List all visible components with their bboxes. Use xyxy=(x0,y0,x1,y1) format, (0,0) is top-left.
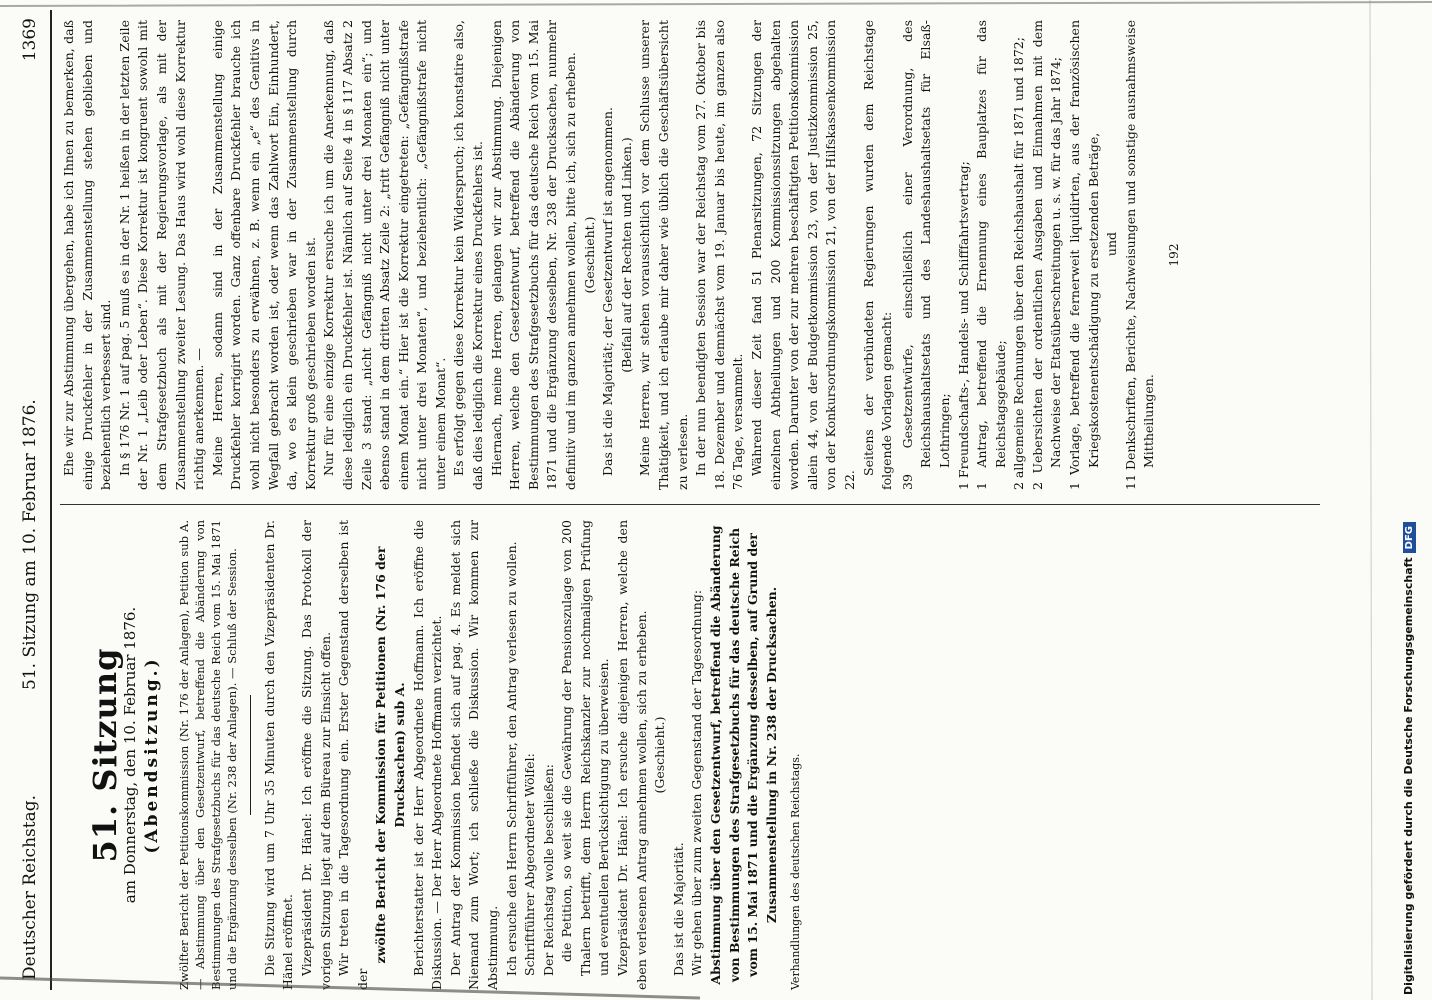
header-rule xyxy=(50,10,52,990)
list-item: 11 Denkschriften, Berichte, Nachweisungen und sonstige ausnahmsweise Mittheilungen. xyxy=(1122,20,1157,490)
paragraph: Das ist die Majorität; der Gesetzentwurf ist angenommen. xyxy=(600,107,616,476)
header-left: Deutscher Reichstag. xyxy=(20,795,40,980)
paragraph: Es erfolgt gegen diese Korrektur kein Widerspruch; ich konstatire also, daß dies lediglich die Korrektur eines Druckfehlers ist. xyxy=(451,20,486,490)
submission-list xyxy=(899,20,1159,490)
paragraph: In § 176 Nr. 1 auf pag. 5 muß es in der Nr. 1 heißen in der letzten Zeile der Nr. 1 „Leib oder Leben“. Diese Korrektur ist kongruent sowohl mit dem Strafgesetzbuch als mit der Regierungsvorlage, als mit der Zusammenstellung zweiter Lesung. Das Haus wird wohl diese Korrektur richtig anerkennen. — xyxy=(116,20,207,490)
paragraph: Wir treten in die Tagesordnung ein. Erster Gegenstand derselben ist der xyxy=(336,520,370,990)
list-item: 2 Uebersichten der ordentlichen Ausgaben und Einnahmen mit dem Nachweise der Etatsüberschreitungen u. s. w. für das Jahr 1874; xyxy=(1029,20,1064,490)
list-item: 2 allgemeine Rechnungen über den Reichshaushalt für 1871 und 1872; xyxy=(1011,37,1027,490)
paragraph: Das ist die Majorität. xyxy=(670,842,686,976)
paragraph: Hiernach, meine Herren, gelangen wir zur Abstimmung. Diejenigen Herren, welche den Gesetzentwurf, betreffend die Abänderung von Bestimmungen des Strafgesetzbuchs für das deutsche Reich vom 15. Mai 1871 und die Ergänzung desselben, Nr. 238 der Drucksachen, nunmehr definitiv und im ganzen annehmen wollen, bitte ich, sich zu erheben. xyxy=(488,20,579,490)
paragraph: Ehe wir zur Abstimmung übergehen, habe ich Ihnen zu bemerken, daß einige Druckfehler in der Zusammenstellung stehen geblieben und beziehentlich verbessert sind. xyxy=(61,20,114,490)
motion-text: die Petition, so weit sie die Gewährung der Pensionszulage von 200 Thalern betrifft, dem Herrn Reichskanzler zur nochmaligen Prüfung und eventuellen Berücksichtigung zu überweisen. xyxy=(559,520,612,976)
header-center: 51. Sitzung am 10. Februar 1876. xyxy=(20,399,40,690)
footer-source: Verhandlungen des deutschen Reichstags. xyxy=(789,753,803,990)
paragraph: Die Sitzung wird um 7 Uhr 35 Minuten durch den Vizepräsidenten Dr. Hänel eröffnet. xyxy=(261,520,296,990)
paragraph: Vizepräsident Dr. Hänel: Ich eröffne die Sitzung. Das Protokoll der vorigen Sitzung liegt auf dem Büreau zur Einsicht offen. xyxy=(298,520,333,990)
list-item: 1 Freundschafts-, Handels- und Schifffahrtsvertrag; xyxy=(955,161,971,490)
stage-direction: (Geschieht.) xyxy=(652,716,668,794)
list-item: 1 Vorlage, betreffend die fernerweit liquidirten, aus der französischen Kriegskostenentschädigung zu ersetzenden Beträge, xyxy=(1067,20,1101,490)
paragraph: Ich ersuche den Herrn Schriftführer, den Antrag verlesen zu wollen. xyxy=(503,541,519,976)
agenda-item-heading: zwölfte Bericht der Kommission für Petitionen (Nr. 176 der Drucksachen) sub A. xyxy=(373,546,407,964)
list-item: 1 Antrag, betreffend die Ernennung eines Bauplatzes für das Reichstagsgebäude; xyxy=(974,20,1008,490)
running-header xyxy=(12,10,52,990)
list-item: und xyxy=(1104,231,1120,257)
paragraph: Während dieser Zeit fand 51 Plenarsitzungen, 72 Sitzungen der einzelnen Abtheilungen und 200 Kommissionssitzungen abgehalten worden. Darunter von der zur mehren beschäftigten Petitionskommission allein 44, von der Budgetkommission 23, von der Justizkommission 25, von der Konkursordnungskommission 21, von der Hilfskassenkommission 22. xyxy=(748,20,857,490)
session-date: am Donnerstag, den 10. Februar 1876. xyxy=(120,606,139,904)
stage-direction: (Beifall auf der Rechten und Linken.) xyxy=(618,137,634,373)
separator xyxy=(250,695,251,815)
column-right xyxy=(60,20,1184,490)
paragraph: Vizepräsident Dr. Hänel: Ich ersuche diejenigen Herren, welche den eben verlesenen Antrag annehmen wollen, sich zu erheben. xyxy=(615,520,649,990)
digitization-credit xyxy=(1402,35,1424,995)
paragraph: Wir gehen über zum zweiten Gegenstand der Tagesordnung: xyxy=(689,589,705,976)
paragraph: Berichterstatter ist der Herr Abgeordnete Hoffmann. Ich eröffne die Diskussion. — Der Herr Abgeordnete Hoffmann verzichtet. xyxy=(410,520,445,990)
speaker-line: Schriftführer Abgeordneter Wölfel: xyxy=(522,753,538,976)
paragraph: Der Antrag der Kommission befindet sich auf pag. 4. Es meldet sich Niemand zum Wort; ich schließe die Diskussion. Wir kommen zur Abstimmung. xyxy=(447,520,500,990)
sheet-marker: 192 xyxy=(1167,243,1182,267)
session-title: 51. Sitzung xyxy=(86,647,124,863)
column-divider xyxy=(60,504,1320,505)
stage-direction: (Geschieht.) xyxy=(581,216,597,294)
agenda-summary: Zwölfter Bericht der Petitionskommission (Nr. 176 der Anlagen), Petition sub A. — Abstimmung über den Gesetzentwurf, betreffend die Abänderung von Bestimmungen des Strafgesetzbuchs für das deutsche Reich vom 15. Mai 1871 und die Ergänzung desselben (Nr. 238 der Anlagen). — Schluß der Session. xyxy=(176,520,239,990)
paragraph: Meine Herren, wir stehen voraussichtlich vor dem Schlusse unserer Thätigkeit, und ich erlaube mir daher wie üblich die Geschäftsübersicht zu verlesen. xyxy=(637,20,690,490)
rotated-sheet xyxy=(12,10,1412,990)
agenda-item-heading: Abstimmung über den Gesetzentwurf, betreffend die Abänderung von Bestimmungen des Strafgesetzbuchs für das deutsche Reich vom 15. Mai 1871 und die Ergänzung desselben, auf Grund der Zusammenstellung in Nr. 238 der Drucksachen. xyxy=(708,525,779,985)
evening-session-label: (Abendsitzung.) xyxy=(142,656,163,854)
paragraph: Meine Herren, sodann sind in der Zusammenstellung einige Druckfehler korrigirt worden. Ganz offenbare Druckfehler brauche ich wohl nicht besonders zu erwähnen, z. B. wenn ein „e“ des Genitivs in Wegfall gebracht worden ist, oder wenn das Zahlwort Ein, Einhundert, da, wo es klein geschrieben war in der Zusammenstellung durch Korrektur groß geschrieben worden ist. xyxy=(209,20,318,490)
page-number: 1369 xyxy=(20,18,40,62)
paragraph: Nur für eine einzige Korrektur ersuche ich um die Anerkennung, daß diese lediglich ein Druckfehler ist. Nämlich auf Seite 4 in § 117 Absatz 2 Zeile 3 stand: „nicht Gefängniß nicht unter drei Monaten ein“; und ebenso stand in dem dritten Absatz Zeile 2: „tritt Gefängniß nicht unter einem Monat ein.“ Hier ist die Korrektur eingetreten: „Gefängnißstrafe nicht unter drei Monaten“, und beziehentlich: „Gefängnißstrafe nicht unter einem Monat“. xyxy=(321,20,448,490)
column-left xyxy=(60,520,806,990)
credit-text: Digitalisierung gefördert durch die Deutsche Forschungsgemeinschaft xyxy=(1402,557,1415,995)
list-item: 39 Gesetzentwürfe, einschließlich einer Verordnung, des Reichshaushaltsetats und des Landeshaushaltsetats für Elsaß-Lothringen; xyxy=(899,20,952,490)
paragraph: Seitens der verbündeten Regierungen wurden dem Reichstage folgende Vorlagen gemacht: xyxy=(860,20,895,490)
paragraph: In der nun beendigten Session war der Reichstag vom 27. Oktober bis 18. Dezember und demnächst vom 19. Januar bis heute, im ganzen also 76 Tage, versammelt. xyxy=(693,20,746,490)
dfg-logo: DFG xyxy=(1403,522,1416,553)
paragraph: Der Reichstag wolle beschließen: xyxy=(540,764,556,976)
